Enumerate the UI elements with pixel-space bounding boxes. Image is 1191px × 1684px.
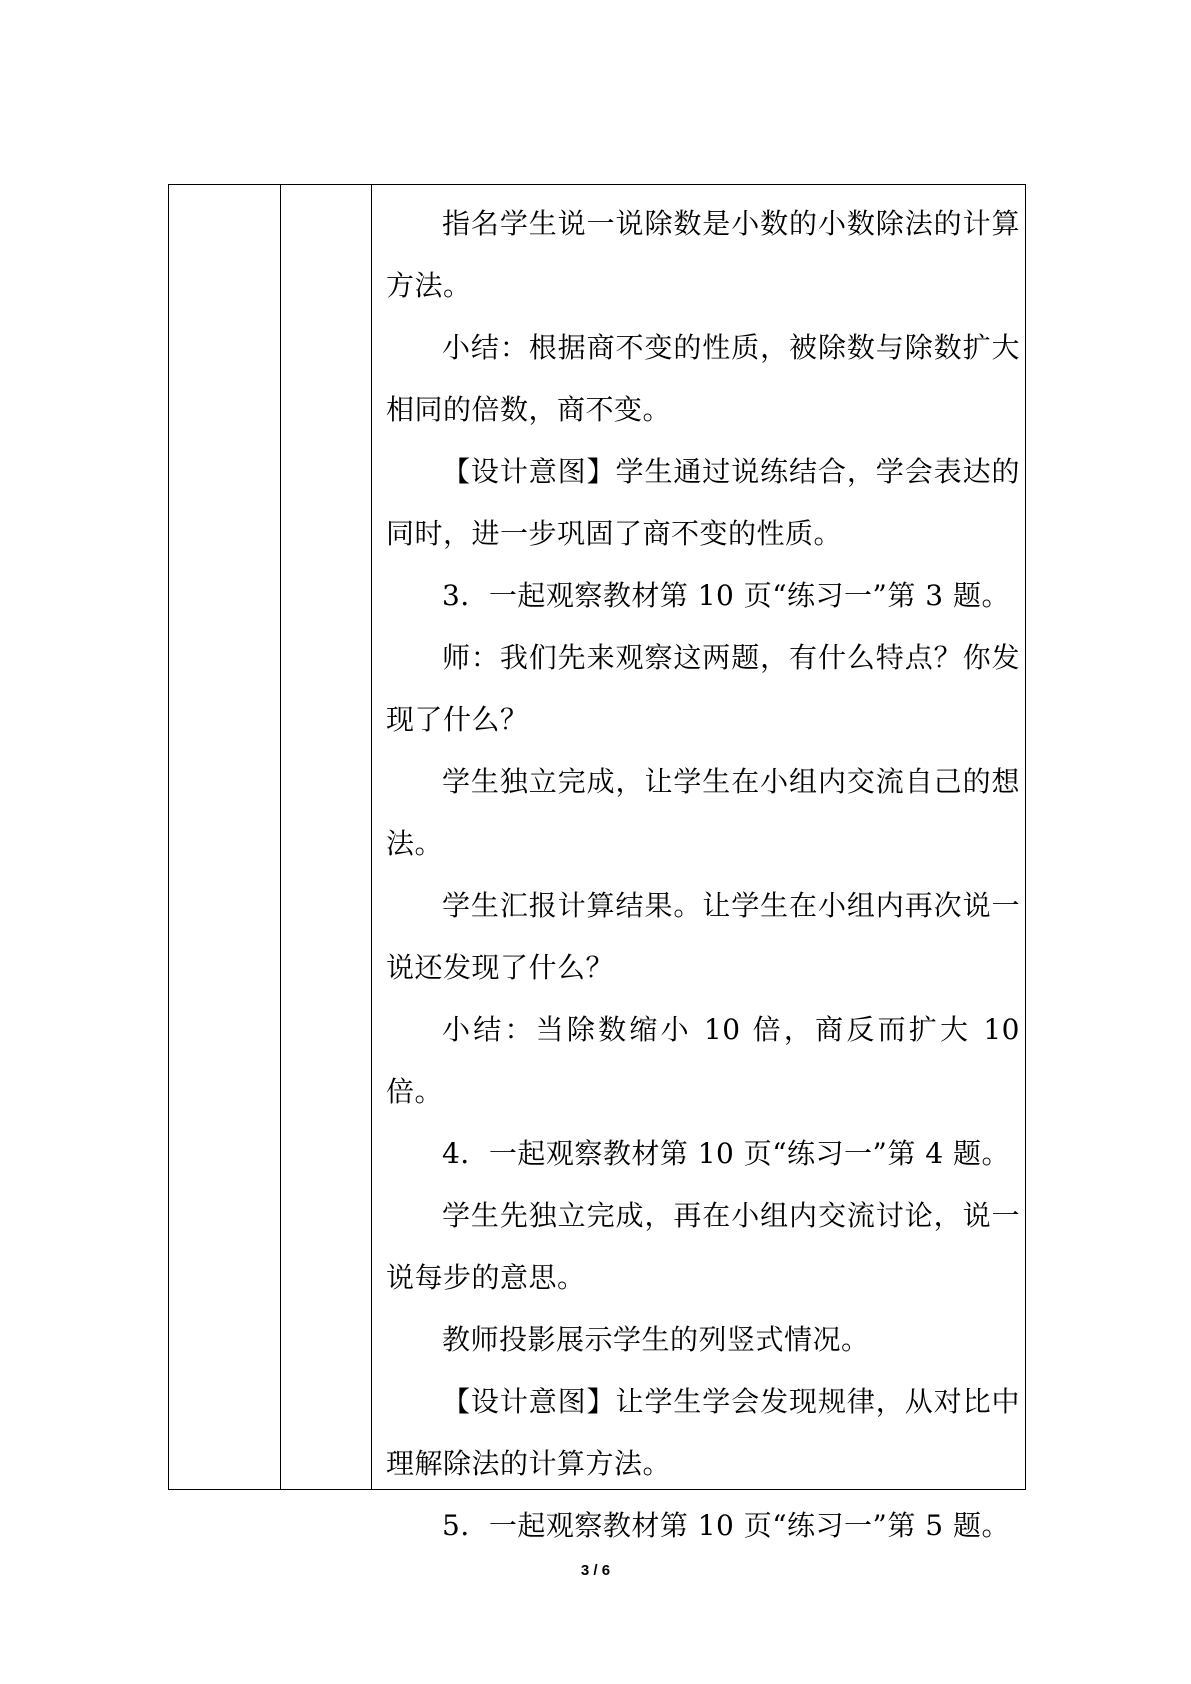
page-number: 3 / 6: [580, 1562, 611, 1579]
paragraph: 【设计意图】让学生学会发现规律，从对比中理解除法的计算方法。: [386, 1385, 1020, 1480]
paragraph: 学生先独立完成，再在小组内交流讨论，说一说每步的意思。: [386, 1199, 1020, 1294]
paragraph: 学生独立完成，让学生在小组内交流自己的想法。: [386, 765, 1020, 860]
paragraph: 指名学生说一说除数是小数的小数除法的计算方法。: [386, 207, 1020, 302]
paragraph: 小结：当除数缩小 10 倍，商反而扩大 10 倍。: [386, 1013, 1020, 1108]
paragraph: 教师投影展示学生的列竖式情况。: [442, 1323, 870, 1356]
paragraph: 小结：根据商不变的性质，被除数与除数扩大相同的倍数，商不变。: [386, 331, 1020, 426]
table-column-1-empty: [169, 185, 281, 1489]
lesson-content: [386, 193, 1020, 1557]
lesson-table: [168, 184, 1026, 1542]
paragraph: 师：我们先来观察这两题，有什么特点？你发现了什么？: [386, 641, 1020, 736]
paragraph: 5．一起观察教材第 10 页“练习一”第 5 题。: [442, 1509, 1010, 1542]
paragraph: 3．一起观察教材第 10 页“练习一”第 3 题。: [442, 579, 1010, 612]
table-column-3-content: [372, 185, 1025, 1542]
paragraph: 4．一起观察教材第 10 页“练习一”第 4 题。: [442, 1137, 1010, 1170]
paragraph: 学生汇报计算结果。让学生在小组内再次说一说还发现了什么？: [386, 889, 1020, 984]
paragraph: 【设计意图】学生通过说练结合，学会表达的同时，进一步巩固了商不变的性质。: [386, 455, 1020, 550]
table-column-2-empty: [281, 185, 372, 1489]
